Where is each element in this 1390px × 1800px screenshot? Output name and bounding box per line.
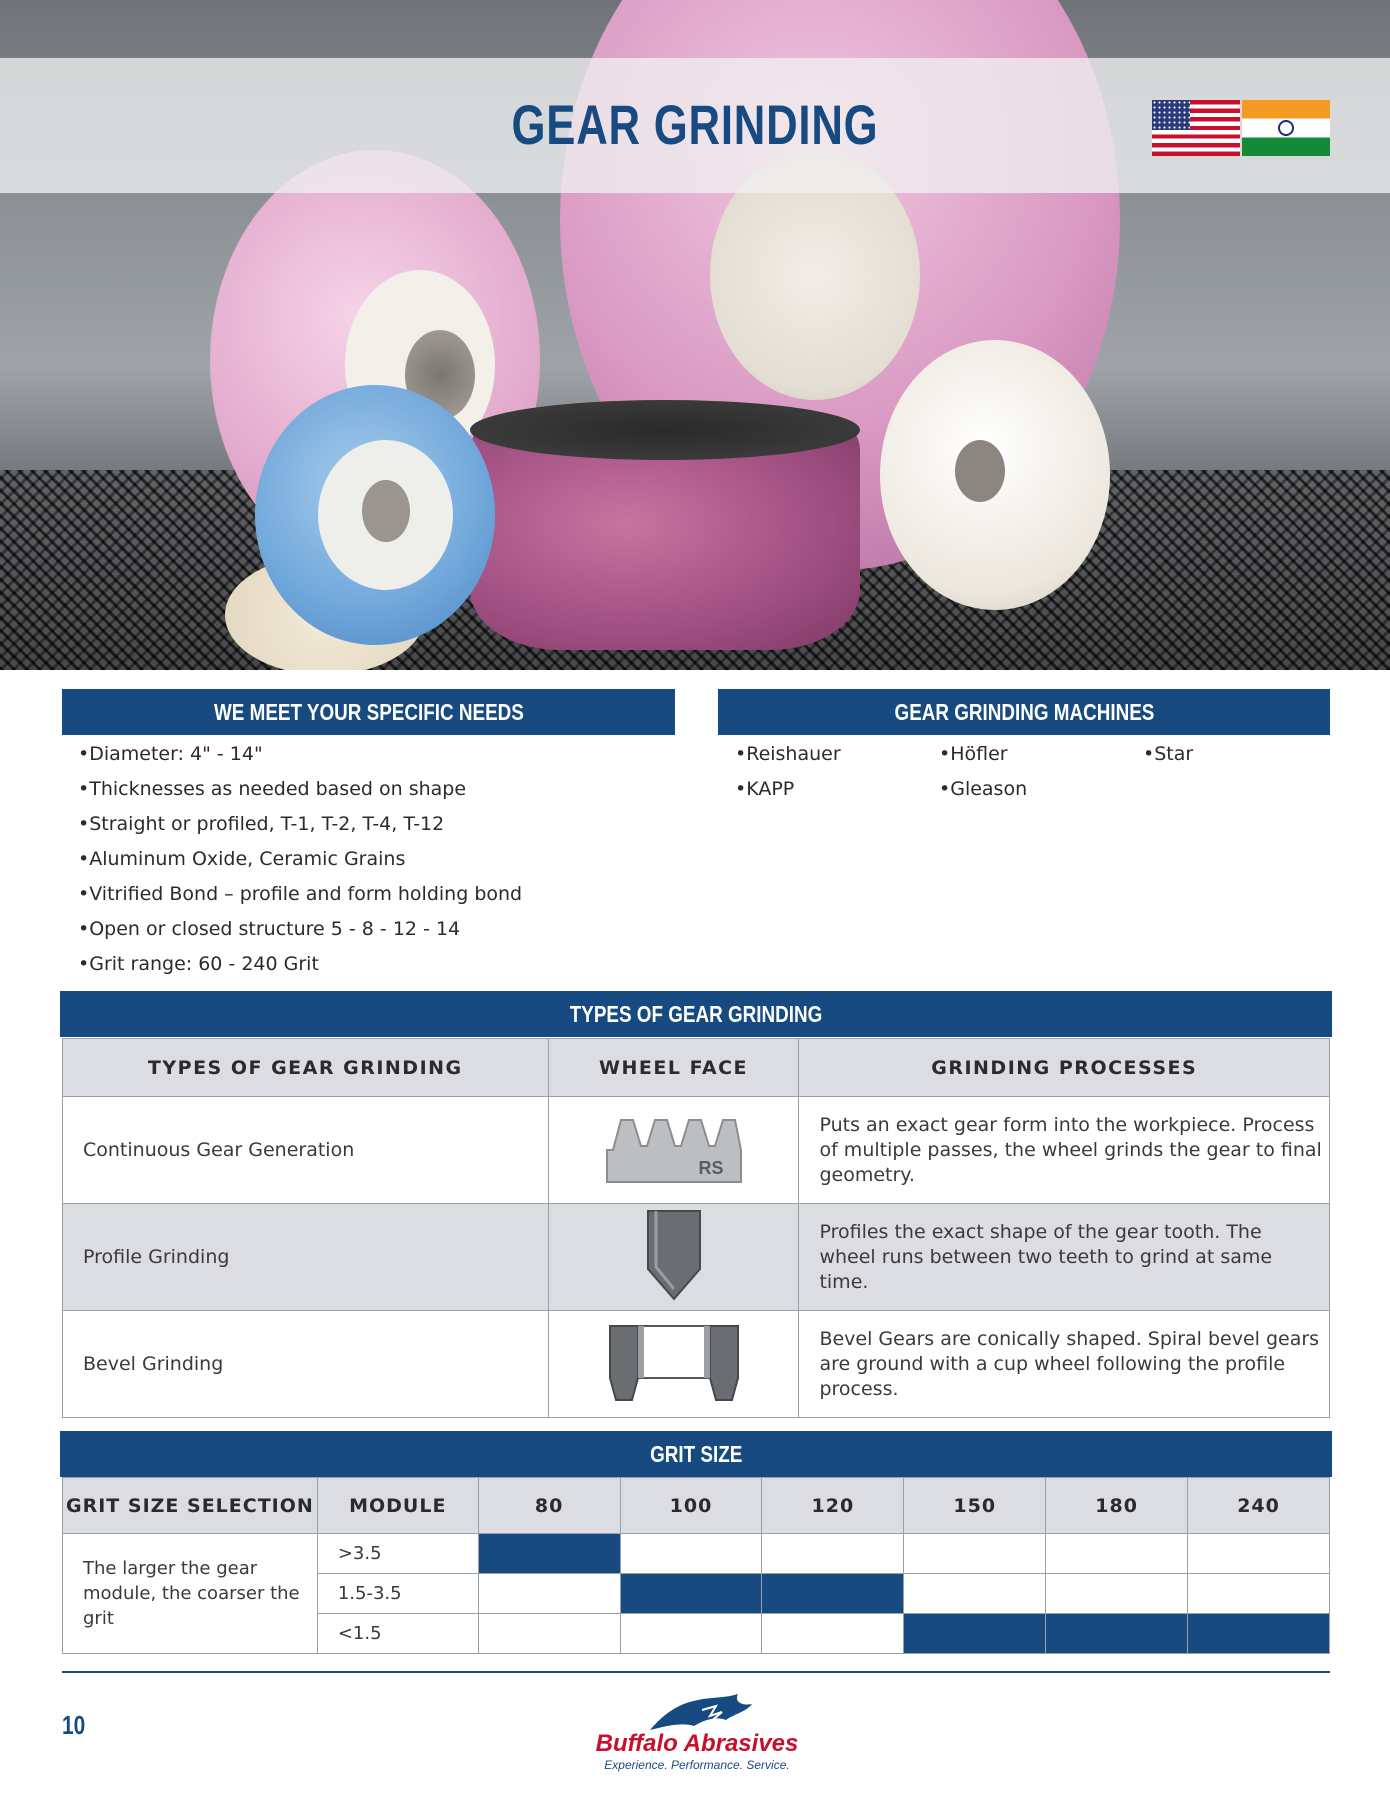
grit-cell [1188,1574,1330,1614]
list-item: • Aluminum Oxide, Ceramic Grains [78,842,678,877]
list-item: • Star [1143,737,1193,772]
type-name: Bevel Grinding [63,1311,549,1418]
grit-cell [620,1534,762,1574]
grit-cell [1046,1534,1188,1574]
column-header: WHEEL FACE [548,1039,799,1097]
india-flag-icon [1242,100,1330,156]
buffalo-icon [642,1690,762,1734]
types-table [62,1038,1330,1418]
grit-cell [620,1574,762,1614]
wheel-bore [955,440,1005,502]
module-value: 1.5-3.5 [317,1574,478,1614]
process-description: Profiles the exact shape of the gear tooth. The wheel runs between two teeth to grind at same time. [799,1204,1330,1311]
bevel-cup-wheel-icon [604,1320,744,1404]
page-number: 10 [62,1710,86,1740]
list-item: • Reishauer [735,737,841,772]
table-header-row [63,1478,1330,1534]
wheel-bore [362,480,410,542]
grit-cell [1046,1574,1188,1614]
cup-wheel [470,400,860,670]
flag-chakra [1278,120,1294,136]
column-header: 100 [620,1478,762,1534]
wheel-face-cell [548,1311,799,1418]
table-row [63,1097,1330,1204]
wheel-face-cell [548,1097,799,1204]
grit-cell [762,1614,904,1654]
grit-cell [1046,1614,1188,1654]
grit-cell [904,1614,1046,1654]
wheel-face-cell [548,1204,799,1311]
table-row [63,1204,1330,1311]
us-flag-icon [1152,100,1240,156]
list-item: • Straight or profiled, T-1, T-2, T-4, T-12 [78,807,678,842]
brand-tagline: Experience. Performance. Service. [604,1758,790,1772]
grit-cell [478,1614,620,1654]
column-header: 150 [904,1478,1046,1534]
type-name: Continuous Gear Generation [63,1097,549,1204]
list-item: • Thicknesses as needed based on shape [78,772,678,807]
needs-heading: WE MEET YOUR SPECIFIC NEEDS [62,689,675,735]
list-item: • Höfler [939,737,1008,772]
grit-selection-note: The larger the gear module, the coarser the grit [63,1534,318,1654]
grit-cell [620,1614,762,1654]
grit-table [62,1477,1330,1654]
cup-top [470,400,860,460]
module-value: <1.5 [317,1614,478,1654]
page-title: GEAR GRINDING [511,93,879,156]
table-row [63,1311,1330,1418]
grit-heading: GRIT SIZE [60,1431,1332,1477]
brand-logo [582,1690,812,1770]
table-row [63,1534,1330,1574]
list-item: • KAPP [735,772,794,807]
grit-cell [762,1574,904,1614]
column-header: 240 [1188,1478,1330,1534]
needs-list [78,737,678,982]
brand-name: Buffalo Abrasives [595,1730,799,1757]
list-item: • Gleason [939,772,1027,807]
grit-cell [904,1574,1046,1614]
flag-canton [1152,100,1190,130]
column-header: 180 [1046,1478,1188,1534]
module-value: >3.5 [317,1534,478,1574]
profile-wheel-icon [634,1207,714,1303]
gear-generation-wheel-icon [599,1110,749,1186]
column-header: MODULE [317,1478,478,1534]
list-item: • Diameter: 4" - 14" [78,737,678,772]
column-header: TYPES OF GEAR GRINDING [63,1039,549,1097]
table-header-row [63,1039,1330,1097]
type-name: Profile Grinding [63,1204,549,1311]
list-item: • Open or closed structure 5 - 8 - 12 - 14 [78,912,678,947]
column-header: 120 [762,1478,904,1534]
grit-cell [1188,1534,1330,1574]
grit-cell [478,1574,620,1614]
grit-cell [904,1534,1046,1574]
process-description: Puts an exact gear form into the workpiece. Process of multiple passes, the wheel grinds the gear to final geometry. [799,1097,1330,1204]
types-heading: TYPES OF GEAR GRINDING [60,991,1332,1037]
column-header: 80 [478,1478,620,1534]
list-item: • Vitrified Bond – profile and form holding bond [78,877,678,912]
column-header: GRIT SIZE SELECTION [63,1478,318,1534]
grit-cell [478,1534,620,1574]
grit-cell [1188,1614,1330,1654]
process-description: Bevel Gears are conically shaped. Spiral bevel gears are ground with a cup wheel following the profile process. [799,1311,1330,1418]
footer-divider [62,1671,1330,1673]
column-header: GRINDING PROCESSES [799,1039,1330,1097]
machines-heading: GEAR GRINDING MACHINES [718,689,1330,735]
grit-cell [762,1534,904,1574]
wheel-face-label: RS [698,1157,724,1178]
list-item: • Grit range: 60 - 240 Grit [78,947,678,982]
